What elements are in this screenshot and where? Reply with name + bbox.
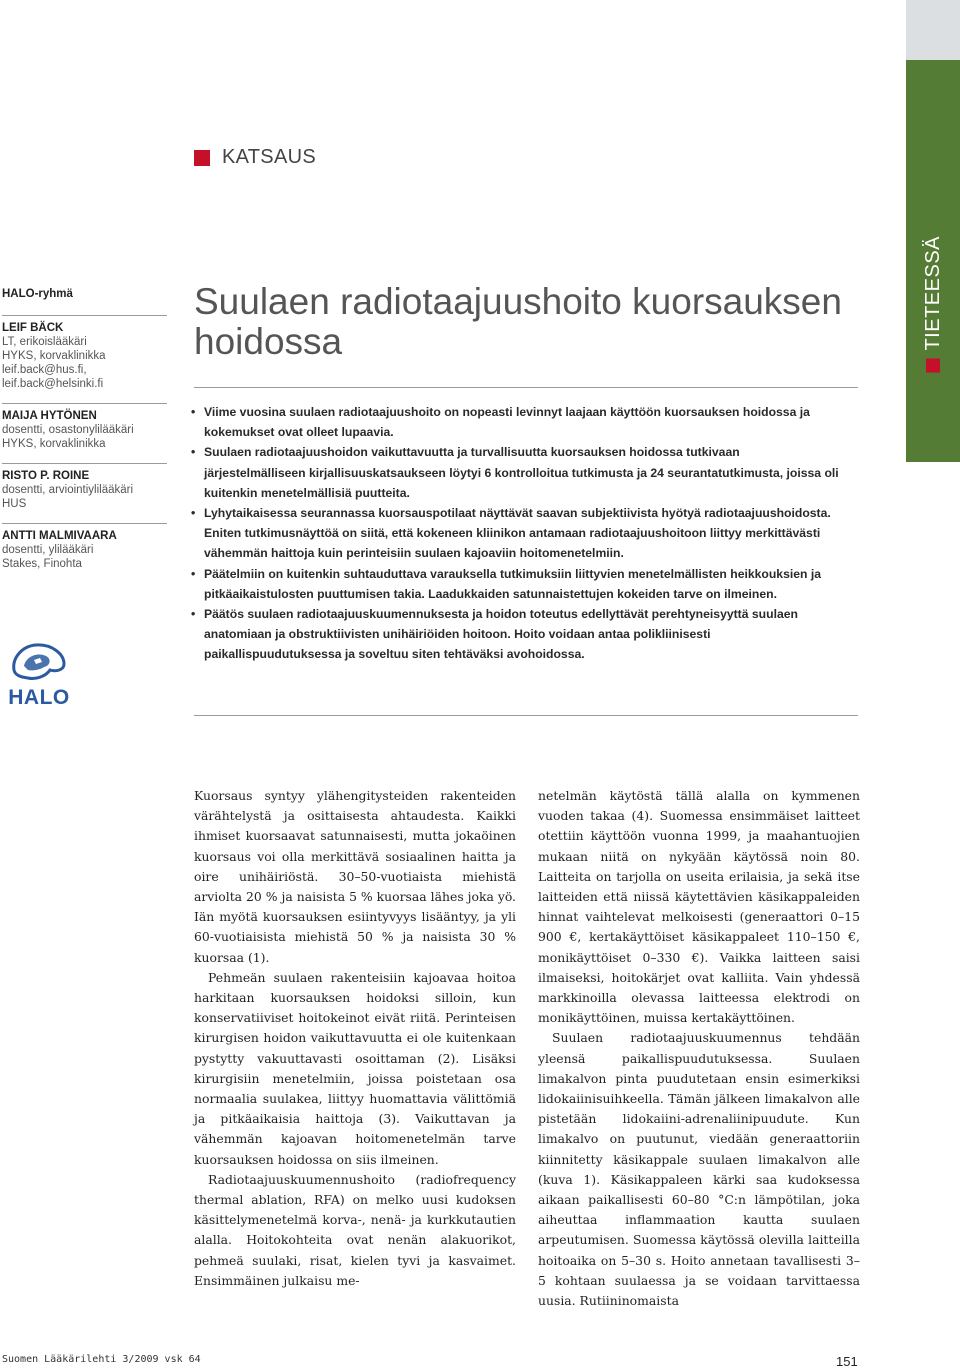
divider	[194, 715, 858, 716]
side-label-text: TIETEESSÄ	[921, 236, 944, 351]
abstract-item: • Päätös suulaen radiotaajuuskuumennuksesta ja hoidon toteutus edellyttävät perehtyneisyyttä suulaen anatomiaan ja obstruktiivisten unihäiriöiden hoitoon. Hoito voidaan antaa polikliinisesti paikallispuudutuksessa ja soveltuu siten tehtäväksi avohoidossa.	[194, 604, 844, 665]
body-paragraph: netelmän käytöstä tällä alalla on kymmenen vuoden takaa (4). Suomessa ensimmäiset laitteet otettiin käyttöön vuonna 1999, ja maahantuojien mukaan niitä on nykyään käytössä noin 80. Laitteita on tarjolla on useita erilaisia, ja sekä itse laitteiden että niissä käytettävien käsikappaleiden hinnat vaihtelevat melkoisesti (generaattori 0–15 900 €, kertakäyttöiset käsikappaleet 110–150 €, monikäyttöiset 0–330 €). Vaikka laitteen saisi ilmaiseksi, hoitokärjet ovat kalliita. Vain yhdessä markkinoilla olevassa laitteessa elektrodi on monikäyttöinen, muissa kertakäyttöinen.	[538, 788, 860, 1026]
author-group: HALO-ryhmä	[2, 288, 73, 300]
abstract-item: • Suulaen radiotaajuushoidon vaikuttavuutta ja turvallisuutta kuorsauksen hoidossa tutkivaan järjestelmälliseen kirjallisuuskatsaukseen löytyi 6 kontrolloitua tutkimusta ja 24 seurantatutkimusta, joissa oli kuitenkin menetelmällisiä puutteita.	[194, 442, 844, 503]
body-column-left	[194, 786, 516, 1291]
body-paragraph: Kuorsaus syntyy ylähengitysteiden rakenteiden värähtelystä ja osittaisesta ahtaudesta. Kaikki ihmiset kuorsaavat satunnaisesti, mutta jokaöinen kuorsaus voi olla merkittävä sosiaalinen haitta ja oire unihäiriöstä. 30–50-vuotiaista miehistä arviolta 20 % ja naisista 5 % kuorsaa lähes joka yö. Iän myötä kuorsauksen esiintyvyys lisääntyy, ja yli 60-vuotiaisista miehistä 50 % ja naisista 30 % kuorsaa (1).	[194, 788, 516, 965]
body-paragraph: Suulaen radiotaajuuskuumennus tehdään yleensä paikallispuudutuksessa. Suulaen limakalvon pinta puudutetaan ensin esimerkiksi lidokaiinisuihkeella. Tämän jälkeen limakalvon alle pistetään lidokaiini-adrenaliinipuudute. Kun limakalvo on puutunut, viedään generaattoriin kiinnitetty käsikappale suulaen limakalvon alle (kuva 1). Käsikappaleen kärki saa kudoksessa aikaan paikallisesti 60–80 °C:n lämpötilan, joka aiheuttaa inflammaation kautta suulaen arpeutumisen. Suomessa käytössä olevilla laitteilla hoitoaika on 5–30 s. Hoito annetaan tavallisesti 3–5 kohtaan suulaessa ja se voidaan tarvittaessa uusia. Rutiininomaista	[538, 1030, 860, 1309]
author-line: dosentti, arviointiylilääkäri	[2, 484, 134, 496]
author-line: HUS	[2, 498, 27, 510]
author-block	[2, 469, 167, 511]
author-line: dosentti, osastonylilääkäri	[2, 424, 134, 436]
author-block	[2, 321, 167, 391]
divider	[2, 315, 167, 316]
side-tab-top	[906, 0, 960, 60]
side-square-icon	[926, 359, 940, 373]
author-name: ANTTI MALMIVAARA	[2, 530, 117, 542]
author-line: LT, erikoislääkäri	[2, 336, 87, 348]
author-line: Stakes, Finohta	[2, 558, 82, 570]
author-block	[2, 529, 167, 571]
abstract-list	[194, 402, 844, 665]
divider	[2, 463, 167, 464]
logo-text: HALO	[8, 686, 70, 709]
halo-logo	[6, 640, 72, 716]
author-name: RISTO P. ROINE	[2, 470, 90, 482]
divider	[2, 523, 167, 524]
author-block	[2, 409, 167, 451]
journal-footer: Suomen Lääkärilehti 3/2009 vsk 64	[2, 1354, 201, 1365]
authors-sidebar	[2, 287, 167, 583]
divider	[194, 387, 858, 388]
section-label-text: KATSAUS	[222, 146, 316, 168]
divider	[2, 403, 167, 404]
abstract-item: • Päätelmiin on kuitenkin suhtauduttava varauksella tutkimuksiin liittyvien menetelmällisten heikkouksien ja pitkäaikaistulosten puuttumisen takia. Laadukkaiden satunnaistettujen kokeiden tarve on ilmeinen.	[194, 564, 844, 604]
side-tab-label	[906, 60, 960, 462]
page-number: 151	[836, 1354, 858, 1369]
article-title: Suulaen radiotaajuushoito kuorsauksen hoidossa	[194, 281, 842, 362]
author-line: dosentti, ylilääkäri	[2, 544, 94, 556]
author-line: HYKS, korvaklinikka	[2, 438, 106, 450]
body-paragraph: Radiotaajuuskuumennushoito (radiofrequency thermal ablation, RFA) on melko uusi kudoksen käsittelymenetelmä korva-, nenä- ja kurkkutautien alalla. Hoitokohteita ovat nenän alakuorikot, pehmeä suulaki, risat, kielen tyvi ja kasvaimet. Ensimmäinen julkaisu me-	[194, 1171, 516, 1288]
body-column-right	[538, 786, 860, 1311]
abstract-item: • Viime vuosina suulaen radiotaajuushoito on nopeasti levinnyt laajaan käyttöön kuorsauksen hoidossa ja kokemukset ovat olleet lupaavia.	[194, 402, 844, 442]
author-email[interactable]: leif.back@helsinki.fi	[2, 378, 104, 390]
halo-logo-icon	[6, 640, 72, 688]
author-name: LEIF BÄCK	[2, 322, 64, 334]
section-square-icon	[194, 150, 210, 166]
author-email[interactable]: leif.back@hus.fi,	[2, 364, 87, 376]
abstract-item: • Lyhytaikaisessa seurannassa kuorsauspotilaat näyttävät saavan subjektiivista hyötyä radiotaajuushoidosta. Eniten tutkimusnäyttöä on siitä, että kokeneen kliinikon antamaan radiotaajuushoitoon liittyy merkittävästi vähemmän haittoja kuin perinteisiin suulaen kajoaviin hoitomenetelmiin.	[194, 503, 844, 564]
author-line: HYKS, korvaklinikka	[2, 350, 106, 362]
body-paragraph: Pehmeän suulaen rakenteisiin kajoavaa hoitoa harkitaan kuorsauksen hoidoksi silloin, kun konservatiiviset hoitokeinot eivät riitä. Perinteisen kirurgisen hoidon vaikuttavuutta ei ole kuitenkaan pystytty vakuuttavasti osoittaman (2). Lisäksi kirurgisiin menetelmiin, joissa poistetaan osa normaalia suulakea, liittyy huomattavia välittömiä ja pitkäaikaisia haittoja (3). Vaikuttavan ja vähemmän kajoavan hoitomenetelmän tarve kuorsauksen hoidossa on siis ilmeinen.	[194, 969, 516, 1167]
author-name: MAIJA HYTÖNEN	[2, 410, 97, 422]
section-label	[194, 146, 316, 169]
